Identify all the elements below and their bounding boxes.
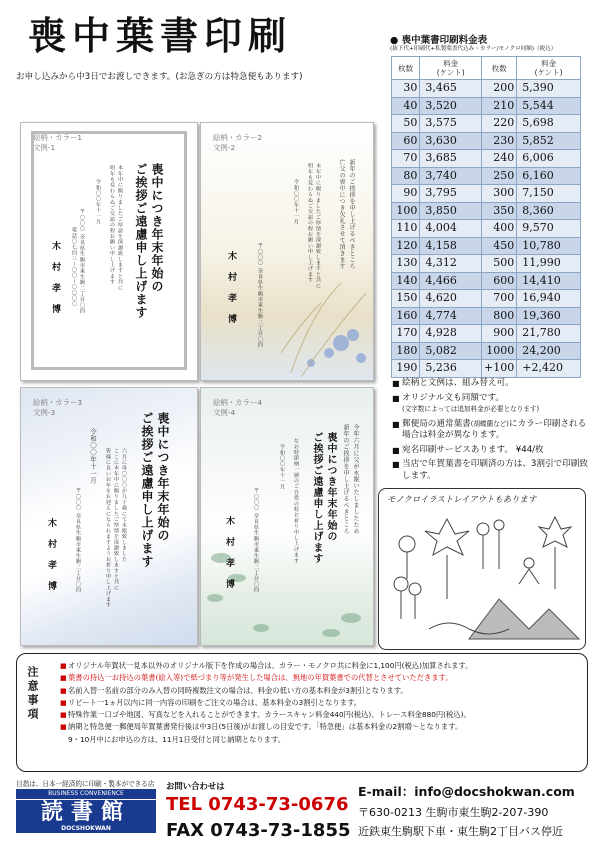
note-4-text: リピート一1ヵ月以内に同一内容の印刷をご注文の場合は、基本料金の3割引となります。 — [68, 697, 361, 707]
price-amount-cell: 6,006 — [517, 150, 581, 168]
price-amount-cell: 21,780 — [517, 325, 581, 343]
card-4-body-1: 今年六月に父が永眠いたしましたため — [352, 424, 359, 535]
price-amount-cell: 4,158 — [420, 237, 482, 255]
price-qty-cell: 240 — [482, 150, 517, 168]
col-price-2: 料金 (ケント) — [517, 57, 581, 80]
price-amount-cell: 5,082 — [420, 342, 482, 360]
card-2-label — [213, 133, 262, 153]
price-row — [392, 115, 581, 133]
price-amount-cell: 11,990 — [517, 255, 581, 273]
price-qty-cell: 210 — [482, 97, 517, 115]
card-3-body-2: ここに本年中に賜りましたご厚情を深謝致しますと共に — [113, 448, 119, 591]
price-heading: ● 喪中葉書印刷料金表 — [390, 35, 488, 46]
card-2-body-3: 本年中に賜りましたご厚情を深謝致しますと共に — [315, 163, 321, 289]
card-3-body-1: 六月に母〇〇〇が九十歳にて永眠致しました — [121, 448, 127, 562]
bullet-5 — [392, 459, 588, 482]
price-row — [392, 290, 581, 308]
card-1-body-1: 本年中に賜りましたご厚誼を深謝致しますと共に — [117, 165, 123, 291]
col-qty-2: 枚数 — [482, 57, 517, 80]
price-qty-cell: 100 — [392, 202, 420, 220]
price-row — [392, 255, 581, 273]
card-4-main-2: ご挨拶ご遠慮申し上げます — [311, 432, 322, 564]
card-1-main-2: ご挨拶ご遠慮申し上げます — [134, 163, 148, 319]
price-amount-cell: 3,685 — [420, 150, 482, 168]
price-amount-cell: 3,740 — [420, 167, 482, 185]
bullet-2-sub: (文字数によっては追加料金が必要となります) — [402, 405, 540, 413]
bullet-3-tail: にカラー印刷される場合は料金が異なります。 — [402, 418, 587, 440]
sample-card-2[interactable] — [200, 122, 374, 381]
price-amount-cell: 4,312 — [420, 255, 482, 273]
price-qty-cell: 500 — [482, 255, 517, 273]
bullet-1-text: 絵柄と文例は、組み替え可。 — [402, 378, 514, 388]
price-qty-cell: 130 — [392, 255, 420, 273]
price-amount-cell: 3,575 — [420, 115, 482, 133]
tel-number[interactable]: TEL 0743-73-0676 — [166, 794, 349, 815]
col-qty-1: 枚数 — [392, 57, 420, 80]
card-3-label — [33, 398, 82, 418]
price-qty-cell: 300 — [482, 185, 517, 203]
price-qty-cell: 80 — [392, 167, 420, 185]
bullet-2 — [392, 393, 588, 416]
price-row — [392, 360, 581, 378]
price-qty-cell: +100 — [482, 360, 517, 378]
price-note: (抜下代+印刷代+私製葉書代込み・カラー/モノクロ同額)（税込） — [390, 46, 557, 52]
page-subtitle: お申し込みから中3日でお渡しできます。(お急ぎの方は特急便もあります) — [16, 72, 303, 82]
logo-main-text: 読書館 — [40, 799, 131, 825]
price-qty-cell: 60 — [392, 132, 420, 150]
card-2-address: 〒〇〇〇 奈良県生駒市東生駒二丁目〇四 — [257, 243, 263, 348]
card-4-example: 文例-4 — [213, 408, 236, 417]
note-6-text: 納期と特急便一郵便局年賀葉書発行後は中3日(5日後)がお渡しの目安です。「特急便」は基本料金の2割増〜となります。 — [68, 722, 463, 732]
card-2-body-1: 新年のご挨拶を申し上げるべきところ — [348, 159, 355, 270]
sample-card-4[interactable] — [200, 387, 374, 646]
bullet-3-sub: (胡蝶蘭など) — [470, 419, 509, 428]
price-amount-cell: 5,852 — [517, 132, 581, 150]
price-qty-cell: 220 — [482, 115, 517, 133]
card-1-design: 絵柄・カラー1 — [33, 133, 83, 142]
sample-card-3[interactable] — [20, 387, 198, 646]
card-4-name: 木村孝博 — [224, 516, 234, 600]
price-qty-cell: 170 — [392, 325, 420, 343]
price-amount-cell: 3,630 — [420, 132, 482, 150]
card-4-address: 〒〇〇〇 奈良県生駒市東生駒二丁目〇四 — [253, 488, 259, 593]
price-amount-cell: 10,780 — [517, 237, 581, 255]
price-row — [392, 342, 581, 360]
card-1-main-1: 喪中につき年末年始の — [150, 163, 164, 293]
price-row — [392, 272, 581, 290]
card-3-main-1: 喪中につき年末年始の — [156, 412, 170, 542]
logo-top-text: BUSINESS CONVENIENCE — [16, 789, 156, 800]
price-amount-cell: 19,360 — [517, 307, 581, 325]
card-3-name: 木村孝博 — [46, 518, 56, 602]
price-amount-cell: 5,698 — [517, 115, 581, 133]
card-3-address: 〒〇〇〇 奈良県生駒市東生駒二丁目〇四 — [75, 488, 81, 593]
note-6-extra-text: 9・10月中にお申込の方は、11月1日受付と同じ納期となります。 — [68, 734, 285, 744]
page-title: 喪中葉書印刷 — [28, 13, 293, 58]
price-amount-cell: 3,850 — [420, 202, 482, 220]
card-4-label — [213, 398, 262, 418]
note-6-extra — [60, 734, 580, 746]
price-qty-cell: 450 — [482, 237, 517, 255]
price-qty-cell: 110 — [392, 220, 420, 238]
bullet-5-text: 当店で年賀葉書を印刷済の方は、3割引で印刷致します。 — [402, 459, 588, 481]
price-row — [392, 325, 581, 343]
note-5 — [60, 709, 580, 721]
note-2 — [60, 672, 580, 684]
logo-bottom-text: DOCSHOKWAN — [61, 825, 111, 832]
card-2-example: 文例-2 — [213, 143, 236, 152]
price-qty-cell: 120 — [392, 237, 420, 255]
price-qty-cell: 160 — [392, 307, 420, 325]
price-qty-cell: 250 — [482, 167, 517, 185]
email-link[interactable]: E-mail：info@docshokwan.com — [358, 784, 575, 799]
price-qty-cell: 40 — [392, 97, 420, 115]
price-row — [392, 202, 581, 220]
price-qty-cell: 230 — [482, 132, 517, 150]
price-qty-cell: 350 — [482, 202, 517, 220]
price-row — [392, 167, 581, 185]
mono-label: モノクロイラストレイアウトもあります — [387, 494, 537, 504]
price-qty-cell: 190 — [392, 360, 420, 378]
price-amount-cell: +2,420 — [517, 360, 581, 378]
price-qty-cell: 70 — [392, 150, 420, 168]
contact-heading: お問い合わせは — [166, 781, 225, 791]
card-3-body-3: 皆様に良いお年をお迎えになられますようお祈り申し上げます — [105, 448, 111, 608]
price-table-body — [392, 80, 581, 378]
price-table — [391, 56, 581, 378]
price-qty-cell: 800 — [482, 307, 517, 325]
price-amount-cell: 24,200 — [517, 342, 581, 360]
price-amount-cell: 4,466 — [420, 272, 482, 290]
card-2-date: 令和〇〇年十一月 — [293, 179, 299, 225]
price-qty-cell: 1000 — [482, 342, 517, 360]
price-qty-cell: 900 — [482, 325, 517, 343]
card-1-example: 文例-1 — [33, 143, 56, 152]
bullet-1 — [392, 378, 588, 390]
notes-heading: 注意事項 — [26, 666, 39, 722]
logo-tagline: 目指は、日本一経済的に印刷・製本ができる店 — [16, 780, 155, 788]
note-2-text: 葉書の持込一お持込の葉書(絵入等)で紙づまり等が発生した場合は、無地の年賀葉書での代替とさせていただきます。 — [68, 673, 453, 683]
price-row — [392, 185, 581, 203]
price-amount-cell: 3,795 — [420, 185, 482, 203]
price-qty-cell: 180 — [392, 342, 420, 360]
card-4-date: 令和〇〇年十一月 — [279, 444, 285, 490]
access-info: 近鉄東生駒駅下車・東生駒2丁目バス停近 — [358, 825, 563, 838]
card-2-body-2: 亡父の喪中につき欠礼させて頂きます — [338, 159, 345, 270]
bullet-3 — [392, 419, 588, 442]
card-2-flower-illustration — [281, 273, 373, 380]
price-amount-cell: 4,620 — [420, 290, 482, 308]
card-2-name: 木村孝博 — [226, 251, 236, 335]
bullet-2-text: オリジナル文も同額です。 — [402, 392, 505, 403]
price-amount-cell: 8,360 — [517, 202, 581, 220]
price-row — [392, 237, 581, 255]
bullet-3-text: 郵便局の通常葉書 — [402, 418, 471, 429]
price-qty-cell: 400 — [482, 220, 517, 238]
card-1-body-2: 明年も変わらぬご交誼の程お願い申し上げます — [109, 165, 115, 285]
card-1-name: 木村孝博 — [50, 241, 60, 325]
price-amount-cell: 4,774 — [420, 307, 482, 325]
price-qty-cell: 90 — [392, 185, 420, 203]
card-3-example: 文例-3 — [33, 408, 56, 417]
card-3-main-2: ご挨拶ご遠慮申し上げます — [140, 412, 154, 568]
note-3 — [60, 685, 580, 697]
price-amount-cell: 5,390 — [517, 80, 581, 98]
price-row — [392, 220, 581, 238]
price-row — [392, 307, 581, 325]
price-amount-cell: 3,465 — [420, 80, 482, 98]
price-amount-cell: 6,160 — [517, 167, 581, 185]
price-qty-cell: 600 — [482, 272, 517, 290]
address: 〒630-0213 生駒市東生駒2-207-390 — [358, 806, 549, 819]
price-heading-text: 喪中葉書印刷料金表 — [401, 35, 488, 46]
card-4-design: 絵柄・カラー4 — [213, 398, 263, 407]
price-amount-cell: 7,150 — [517, 185, 581, 203]
price-row — [392, 80, 581, 98]
price-qty-cell: 150 — [392, 290, 420, 308]
col-price-1: 料金 (ケント) — [420, 57, 482, 80]
price-row — [392, 150, 581, 168]
note-4 — [60, 697, 580, 709]
price-amount-cell: 5,544 — [517, 97, 581, 115]
price-amount-cell: 9,570 — [517, 220, 581, 238]
card-3-date: 令和〇〇年十一月 — [89, 428, 97, 484]
price-amount-cell: 4,928 — [420, 325, 482, 343]
price-amount-cell: 14,410 — [517, 272, 581, 290]
card-1-tel: 電話〇七四三ー〇〇ー〇〇〇〇 — [71, 227, 77, 307]
logo[interactable] — [16, 789, 156, 833]
card-3-design: 絵柄・カラー3 — [33, 398, 83, 407]
bullet-4 — [392, 445, 588, 457]
price-amount-cell: 3,520 — [420, 97, 482, 115]
card-2-design: 絵柄・カラー2 — [213, 133, 263, 142]
card-4-body-3: なお時節柄一層のご自愛の程お祈り申し上げます — [293, 438, 299, 564]
card-1-date: 令和〇〇年十一月 — [95, 179, 101, 225]
price-qty-cell: 140 — [392, 272, 420, 290]
price-row — [392, 97, 581, 115]
notes-list — [60, 660, 580, 746]
note-1 — [60, 660, 580, 672]
note-1-text: オリジナル年賀状一見本以外のオリジナル版下を作成の場合は、カラー・モノクロ共に料金に1,100円(税込)加算されます。 — [68, 661, 473, 670]
note-6 — [60, 721, 580, 733]
card-2-body-4: 明年も変わらぬご交誼の程お願い申し上げます — [307, 163, 313, 283]
price-amount-cell: 16,940 — [517, 290, 581, 308]
card-4-body-2: 新年のご挨拶を申し上げるべきところ — [342, 424, 349, 535]
sample-card-1[interactable] — [20, 122, 198, 381]
note-5-text: 特殊作業一口ゴや地図、写真などを入れることができます。カラースキャン料金440円(税込)、トレース料金880円(税込)。 — [68, 710, 471, 720]
mono-illustration-box — [378, 488, 586, 650]
card-4-main-1: 喪中につき年末年始の — [325, 432, 336, 542]
price-qty-cell: 700 — [482, 290, 517, 308]
price-amount-cell: 5,236 — [420, 360, 482, 378]
price-amount-cell: 4,004 — [420, 220, 482, 238]
bullet-4-text: 宛名印刷サービスあります。 ¥44/枚 — [402, 444, 544, 455]
mono-flowers-illustration — [379, 489, 585, 649]
note-3-text: 名前入替一名前の部分のみ入替の同時複数注文の場合は、料金の低い方の基本料金が3割引となります。 — [68, 685, 408, 695]
fax-number: FAX 0743-73-1855 — [166, 820, 351, 841]
card-1-address: 〒〇〇〇 奈良県生駒市東生駒二丁目〇四 — [79, 209, 85, 314]
price-row — [392, 132, 581, 150]
price-qty-cell: 50 — [392, 115, 420, 133]
price-qty-cell: 200 — [482, 80, 517, 98]
price-qty-cell: 30 — [392, 80, 420, 98]
feature-bullets — [392, 378, 588, 485]
